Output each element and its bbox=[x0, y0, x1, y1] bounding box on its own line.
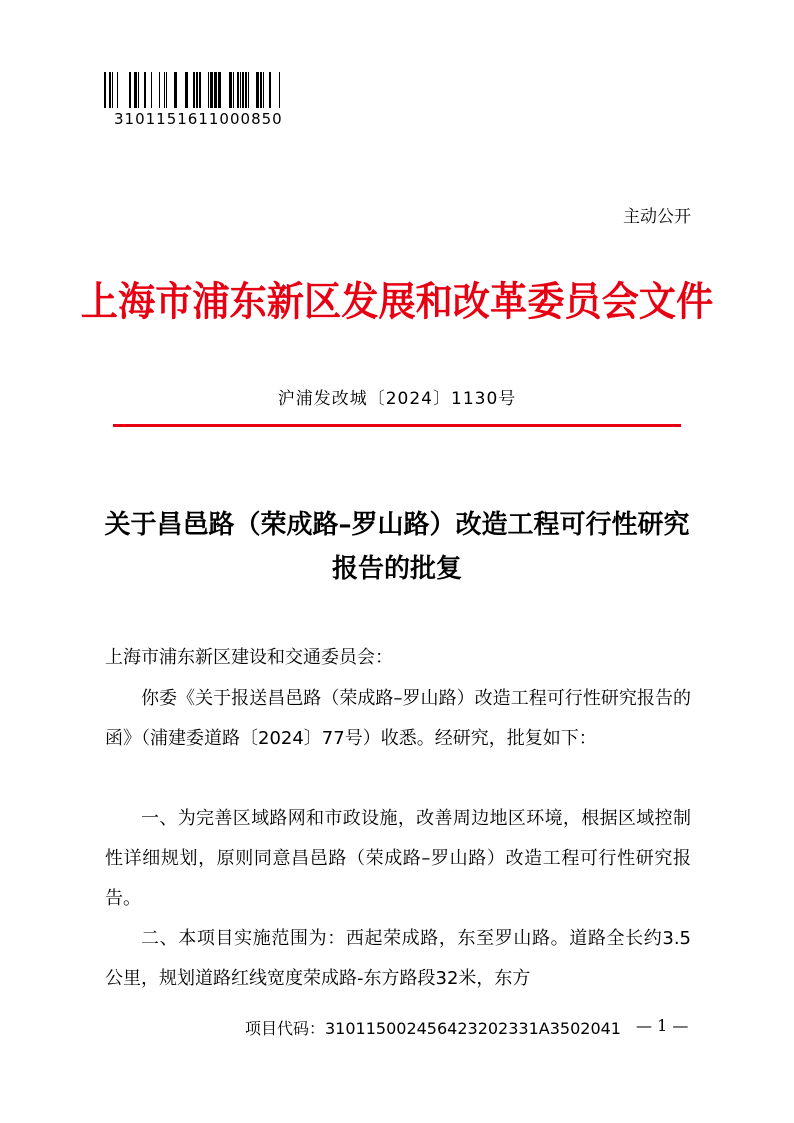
body-paragraph: 一、为完善区域路网和市政设施，改善周边地区环境，根据区域控制性详细规划，原则同意昌邑路（荣成路–罗山路）改造工程可行性研究报告。 bbox=[105, 808, 691, 909]
salutation: 上海市浦东新区建设和交通委员会： bbox=[105, 647, 393, 668]
project-code: 项目代码：310115002456423202331A3502041 bbox=[245, 1019, 621, 1038]
body-paragraph: 二、本项目实施范围为：西起荣成路，东至罗山路。道路全长约3.5公里，规划道路红线宽度荣成路-东方路段32米，东方 bbox=[105, 928, 691, 989]
disclosure-label: 主动公开 bbox=[623, 207, 691, 227]
page-number: — 1 — bbox=[636, 1016, 689, 1035]
issuing-authority-header: 上海市浦东新区发展和改革委员会文件 bbox=[80, 278, 714, 325]
body-paragraph: 你委《关于报送昌邑路（荣成路–罗山路）改造工程可行性研究报告的函》（浦建委道路〔2024〕77号）收悉。经研究，批复如下： bbox=[105, 688, 691, 749]
barcode-number: 3101151611000850 bbox=[114, 110, 283, 128]
barcode-image bbox=[104, 72, 296, 108]
red-divider-line bbox=[113, 424, 681, 427]
document-number: 沪浦发改城〔2024〕1130号 bbox=[277, 389, 517, 409]
document-title: 关于昌邑路（荣成路–罗山路）改造工程可行性研究报告的批复 bbox=[104, 510, 690, 584]
